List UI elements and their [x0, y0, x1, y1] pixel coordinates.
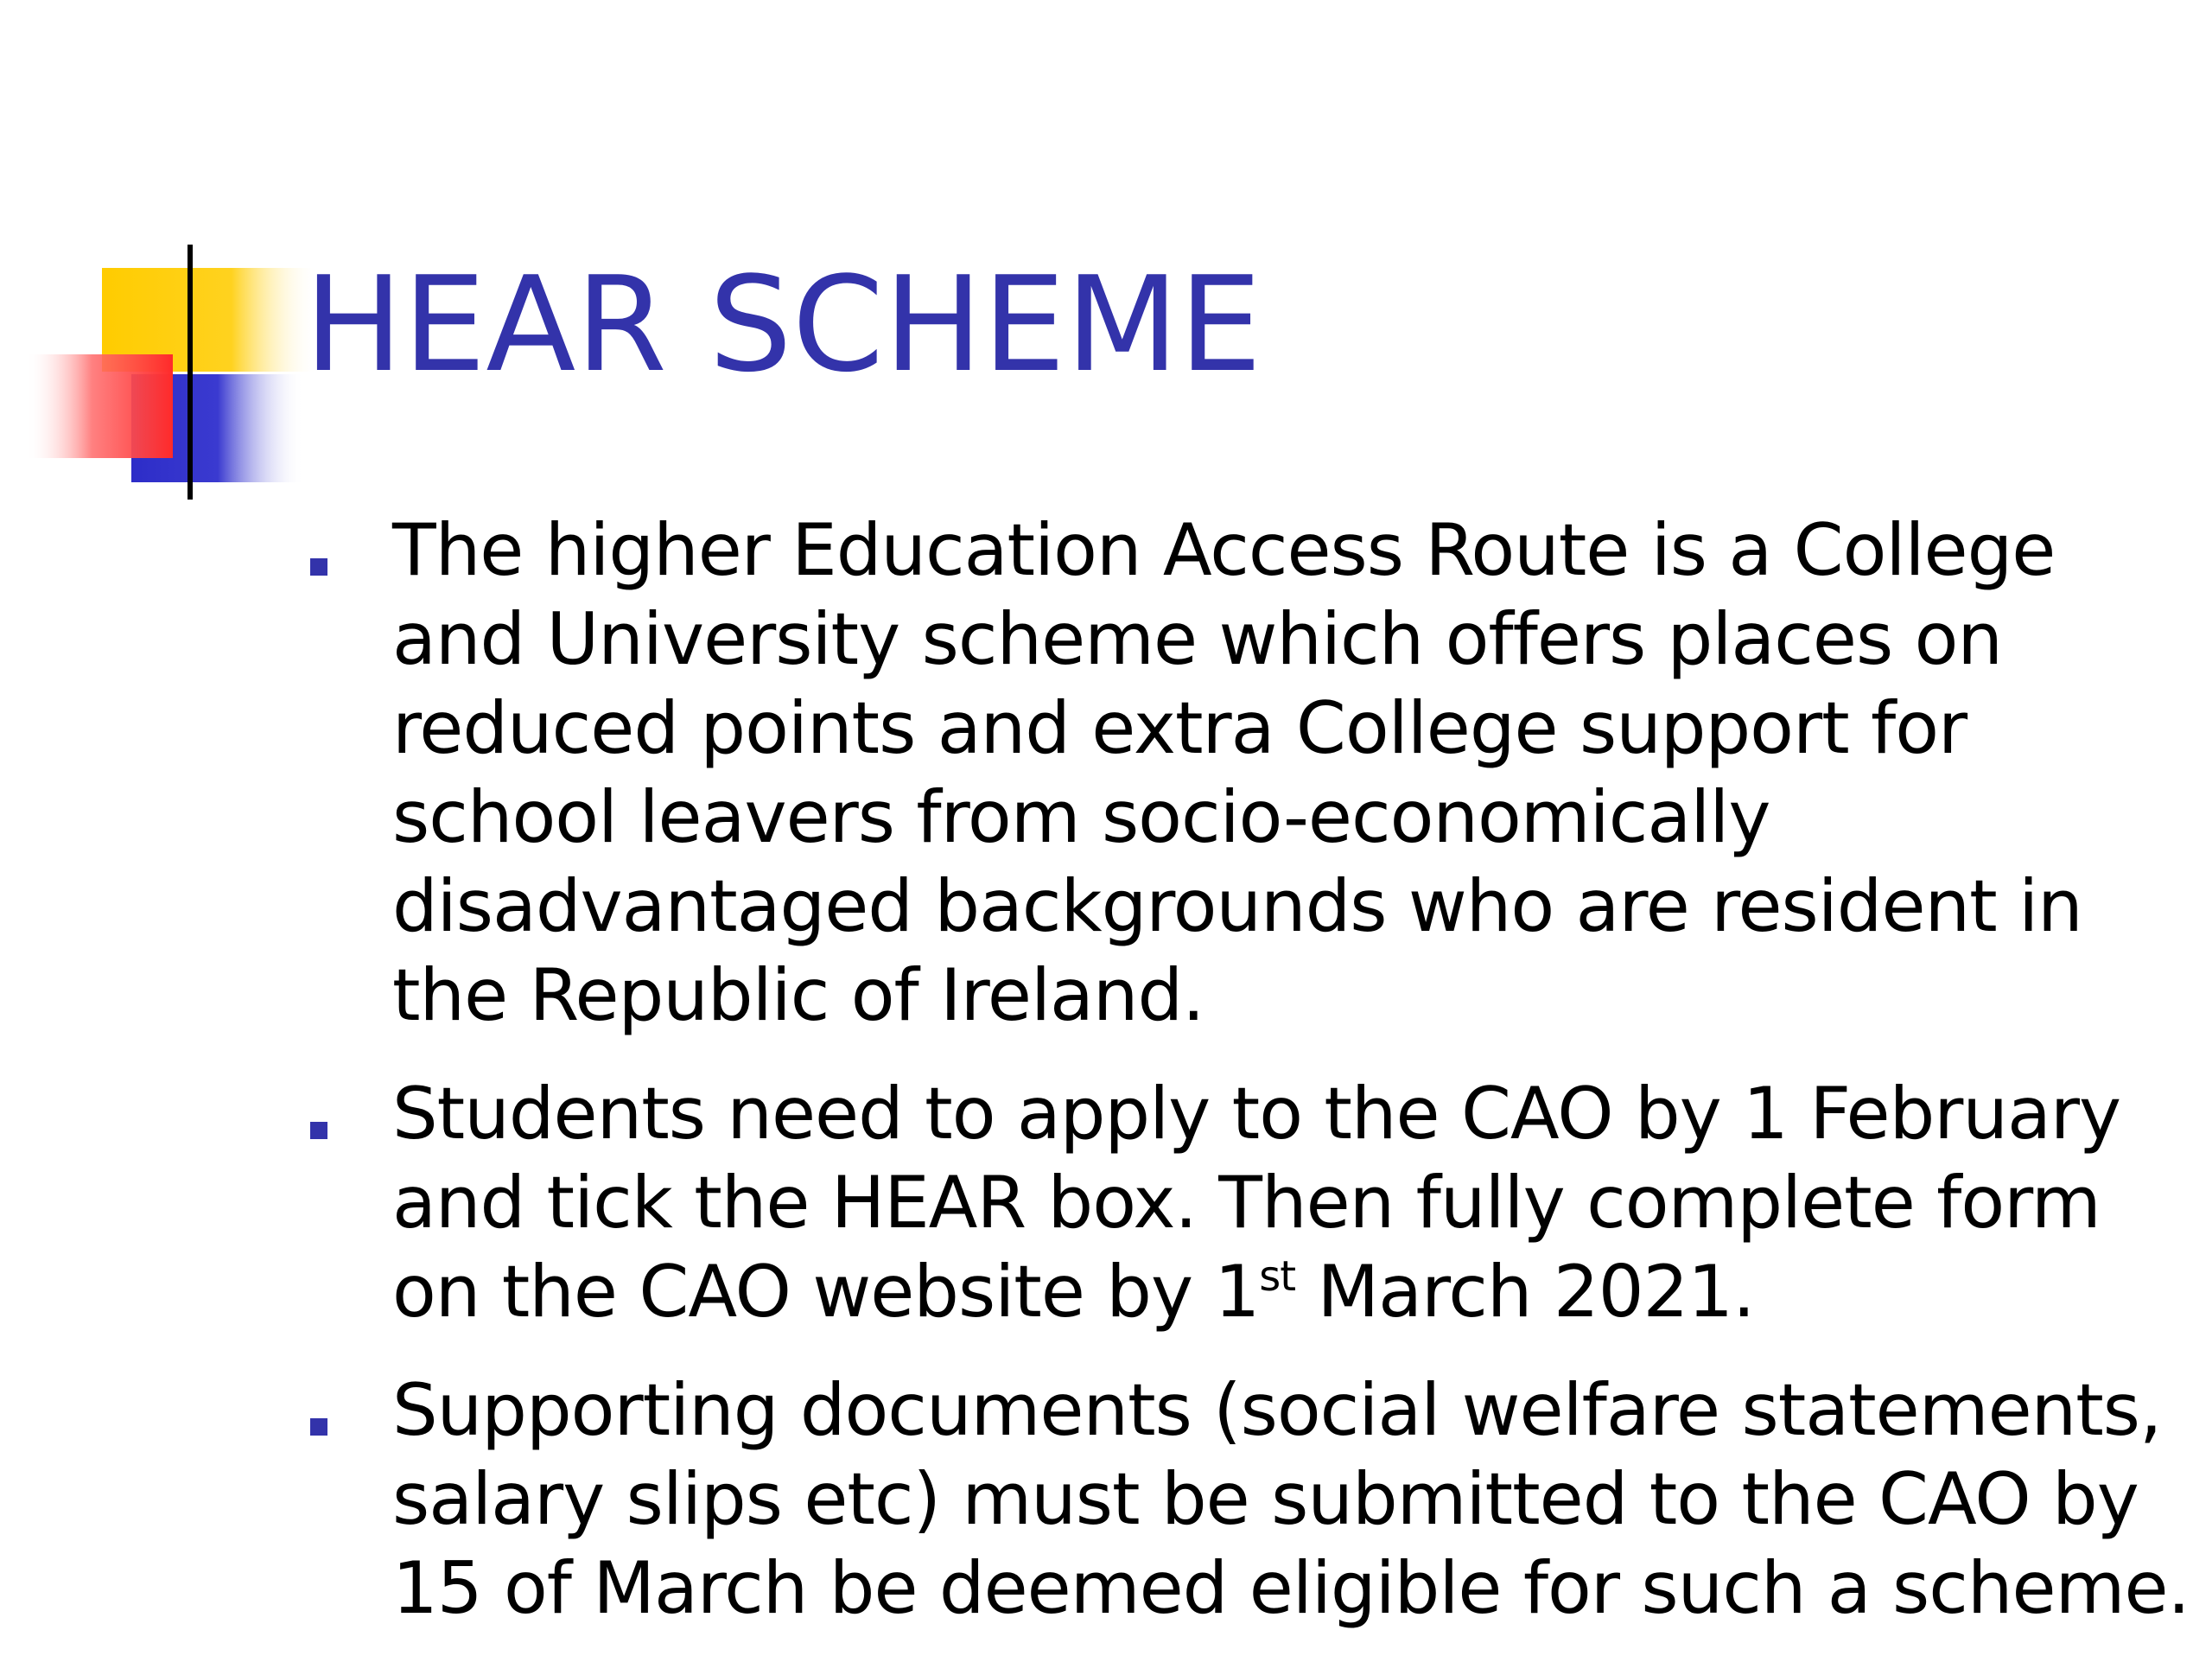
bullet-text-2-end: March 2021. [1295, 1250, 1755, 1334]
bullet-item-3 [307, 1366, 2190, 1633]
decorative-squares-logo [26, 238, 320, 506]
bullet-text-2-main: Students need to apply to the CAO by 1 February and tick the HEAR box. Then fully complete form on the CAO website by 1 [392, 1072, 2121, 1334]
superscript-st: st [1259, 1252, 1296, 1301]
bullet-item-2 [307, 1069, 2190, 1336]
bullet-text-3: Supporting documents (social welfare statements, salary slips etc) must be submitted to the CAO by 15 of March be deemed eligible for such a scheme. [392, 1368, 2190, 1630]
red-square [26, 354, 173, 458]
bullet-square-icon [310, 558, 327, 576]
bullet-item-1 [307, 506, 2190, 1040]
bullet-list [307, 506, 2190, 1662]
bullet-square-icon [310, 1122, 327, 1139]
bullet-text-1: The higher Education Access Route is a College and University scheme which offers places on reduced points and extra College support for school leavers from socio-economically disadvantaged backgrounds who are resident in the Republic of Ireland. [392, 508, 2082, 1037]
vertical-line [188, 245, 193, 500]
bullet-square-icon [310, 1418, 327, 1436]
slide-title: HEAR SCHEME [304, 248, 1262, 401]
bullet-text-2 [392, 1069, 2190, 1336]
